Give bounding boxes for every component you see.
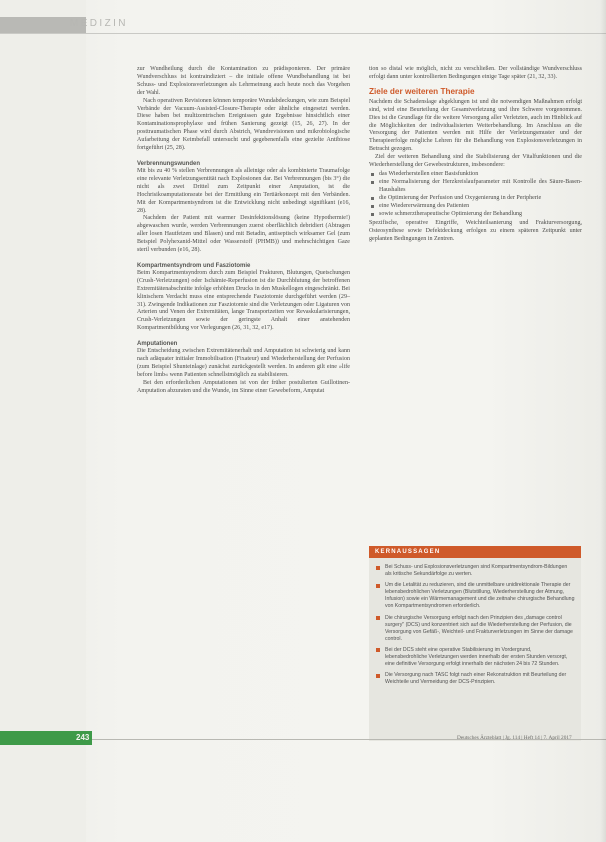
therapy-goals-list bbox=[369, 171, 582, 218]
header-rule bbox=[0, 33, 606, 34]
subsection-heading: Amputationen bbox=[137, 341, 178, 348]
paragraph: Nachdem die Schadenslage abgeklungen ist und die notwendigen Maßnahmen erfolgt sind, wird eine Beurteilung der Gesamtverletzung und ihre Schwere vorgenommen. Dies ist die Grundlage für die weitere Versorgung aller Verletzten, auch im Hinblick auf die Möglichkeiten der individualisierten Weiterbehandlung. Im Anschluss an die Versorgung der Patienten werden mit Hilfe der Verletzungsmuster und der Therapieerfolge mögliche Lehren für die Behandlung von Explosionsverletzungen in Betracht gezogen. bbox=[369, 98, 582, 153]
paragraph: zur Wundheilung durch die Kontamination zu prädisponieren. Der primäre Wundverschluss ist kontraindiziert – die initiale offene Wundbehandlung ist bei Schuss- und Explosionsverletzungen als Lehrmeinung auch heute noch das Vorgehen der Wahl. bbox=[137, 66, 350, 96]
page-number: 243 bbox=[76, 733, 90, 742]
list-item: die Optimierung der Perfusion und Oxygenierung in der Peripherie bbox=[369, 195, 582, 203]
subsection-heading: Kompartmentsyndrom und Fasziotomie bbox=[137, 262, 251, 269]
key-statement-item: Um die Letalität zu reduzieren, sind die unmittelbare unidirektionale Therapie der lebensbedrohlichen Verletzungen (Blutstillung, Wiederherstellung der Atmung, Infusion) sowie ein Wärmemanagement und die zeitnahe chirurgische Behandlung von Kompartmentsyndromen erforderlich. bbox=[375, 582, 575, 610]
paragraph: tion so distal wie möglich, nicht zu verschließen. Der vollständige Wundverschluss erfolgt dann unter kontrollierten Bedingungen einige Tage später (21, 32, 33). bbox=[369, 66, 582, 80]
key-statement-item: Die chirurgische Versorgung erfolgt nach den Prinzipien des „damage control surgery" (DCS) und konzentriert sich auf die Wiederherstellung der Perfusion, die Versorgung von Gefäß-, Weichteil- und Frakturverletzungen im Sinne der damage control. bbox=[375, 615, 575, 643]
paragraph: Nach operativen Revisionen können temporäre Wundabdeckungen, wie zum Beispiel Verbände der Vacuum-Assisted-Closure-Therapie oder ähnliche eingesetzt werden. Diese haben bei multizentrischen Ereignissen gute Ergebnisse hinsichtlich einer Kontaminationsprophylaxe und frühen Sanierung gezeigt (15, 26, 27). In der posttraumatischen Phase wird durch Abstrich, Wundrevisionen und mikrobiologische Aufarbeitung der Keimbefall untersucht und gegebenenfalls eine gezielte Antibiose fortgeführt (25, 28). bbox=[137, 97, 350, 152]
subsection-heading: Verbrennungswunden bbox=[137, 160, 201, 167]
paragraph: Bei den erforderlichen Amputationen ist von der früher postulierten Guillotinen-Amputation abzuraten und die Wunde, im Sinne einer Gewebeform, Amputat bbox=[137, 379, 350, 394]
right-text-column bbox=[369, 66, 582, 244]
paragraph: Nachdem der Patient mit warmer Desinfektionslösung (keine Hypothermie!) abgewaschen wurde, werden Verbrennungen zuerst oberflächlich debridiert (Abtragen aller losen Hautfetzen und Blasen) und mit Betadin, antiseptisch wirksamer Gel (zum Beispiel Polyhexanid-Mittel oder Wasserstoff (PHMB)) und mehrschichtigen Gaze steril verbunden (e16, 28). bbox=[137, 215, 350, 254]
list-item: eine Wiedererwärmung des Patienten bbox=[369, 203, 582, 211]
paragraph: Ziel der weiteren Behandlung sind die Stabilisierung der Vitalfunktionen und die Wiederherstellung der Gewebestrukturen, insbesondere: bbox=[369, 154, 582, 169]
journal-citation: Deutsches Ärzteblatt | Jg. 114 | Heft 14 | 7. April 2017 bbox=[457, 735, 572, 741]
paragraph: Mit bis zu 40 % stellen Verbrennungen als alleinige oder als kombinierte Traumafolge eine relevante Verletzungsentität nach Explosionen dar. Bei Verbrennungen (bis 3°) die nicht als zwei Drittel zum Zeitpunkt einer Amputation, ist die Hochrisikoamputationsrate bei der Ermittlung ein Tertiärkonzept mit den Verbänden. Mit der Kompartmentsyndrom ist die Entwicklung nicht unbedingt signifikant (e16, 28). bbox=[137, 167, 350, 214]
left-text-column bbox=[137, 66, 350, 396]
paragraph: Beim Kompartmentsyndrom durch zum Beispiel Frakturen, Blutungen, Quetschungen (Crush-Verletzungen) oder Ischämie-Reperfusion ist die Durchblutung der betroffenen Extremitätenabschnitte infolge erhöhten Drucks in den Muskellogen eingeschränkt. Bei klinischem Verdacht muss eine entsprechende Fasziotomie durchgeführt werden (29–31). Zwingende Indikationen zur Fasziotomie sind die Verletzungen oder Ligaturen von Arterien und Venen der Extremitäten, lange Transportzeiten vor Revaskularisierungen, Crush-Verletzungen sowie der geringste Anhalt einer anstehenden Kompartmentbildung vor Verlegungen (26, 31, 32, e17). bbox=[137, 269, 350, 332]
section-label: MEDIZIN bbox=[70, 18, 128, 29]
right-column-intro bbox=[369, 66, 582, 82]
left-margin-strip bbox=[0, 0, 86, 842]
key-statements-box bbox=[369, 546, 581, 741]
right-column-body bbox=[369, 99, 582, 170]
list-item: sowie schmerztherapeutische Optimierung der Behandlung bbox=[369, 211, 582, 219]
right-column-closing bbox=[369, 220, 582, 244]
section-heading: Ziele der weiteren Therapie bbox=[369, 86, 475, 96]
list-item: das Wiederherstellen einer Basisfunktion bbox=[369, 171, 582, 179]
paragraph: Die Entscheidung zwischen Extremitätenerhalt und Amputation ist schwierig und kann nach adäquater initialer Immobilisation (Fixateur) und Wiederherstellung der Perfusion (zum Beispiel Shunteinlage) zunächst zurückgestellt werden. In anderen gilt eine »life before limb« wenn Patienten schnellstmöglich zu stabilisieren. bbox=[137, 348, 350, 378]
key-statement-item: Bei Schuss- und Explosionsverletzungen sind Kompartmentsyndrom-Bildungen als kritische Sekundärfolge zu werten. bbox=[375, 564, 575, 578]
paragraph: Spezifische, operative Eingriffe, Weichteilsanierung und Frakturversorgung, Osteosynthese sowie Defektdeckung erfolgen zu einem späteren Zeitpunkt unter geplanten Bedingungen in Zentren. bbox=[369, 220, 582, 243]
key-statements-list bbox=[369, 558, 581, 686]
key-statement-item: Bei der DCS steht eine operative Stabilisierung im Vordergrund, lebensbedrohliche Verletzungen werden innerhalb der ersten Stunden versorgt, eine definitive Versorgung erfolgt innerhalb der nächsten 24 bis 72 Stunden. bbox=[375, 647, 575, 668]
key-statements-title: KERNAUSSAGEN bbox=[369, 546, 581, 558]
page-edge-shadow bbox=[600, 0, 606, 842]
list-item: eine Normalisierung der Herzkreislaufparameter mit Kontrolle des Säure-Basen-Haushaltes bbox=[369, 179, 582, 195]
key-statement-item: Die Versorgung nach TASC folgt nach einer Rekonstruktion mit Beurteilung der Weichteile und Vermeidung der DCS-Prinzipien. bbox=[375, 672, 575, 686]
